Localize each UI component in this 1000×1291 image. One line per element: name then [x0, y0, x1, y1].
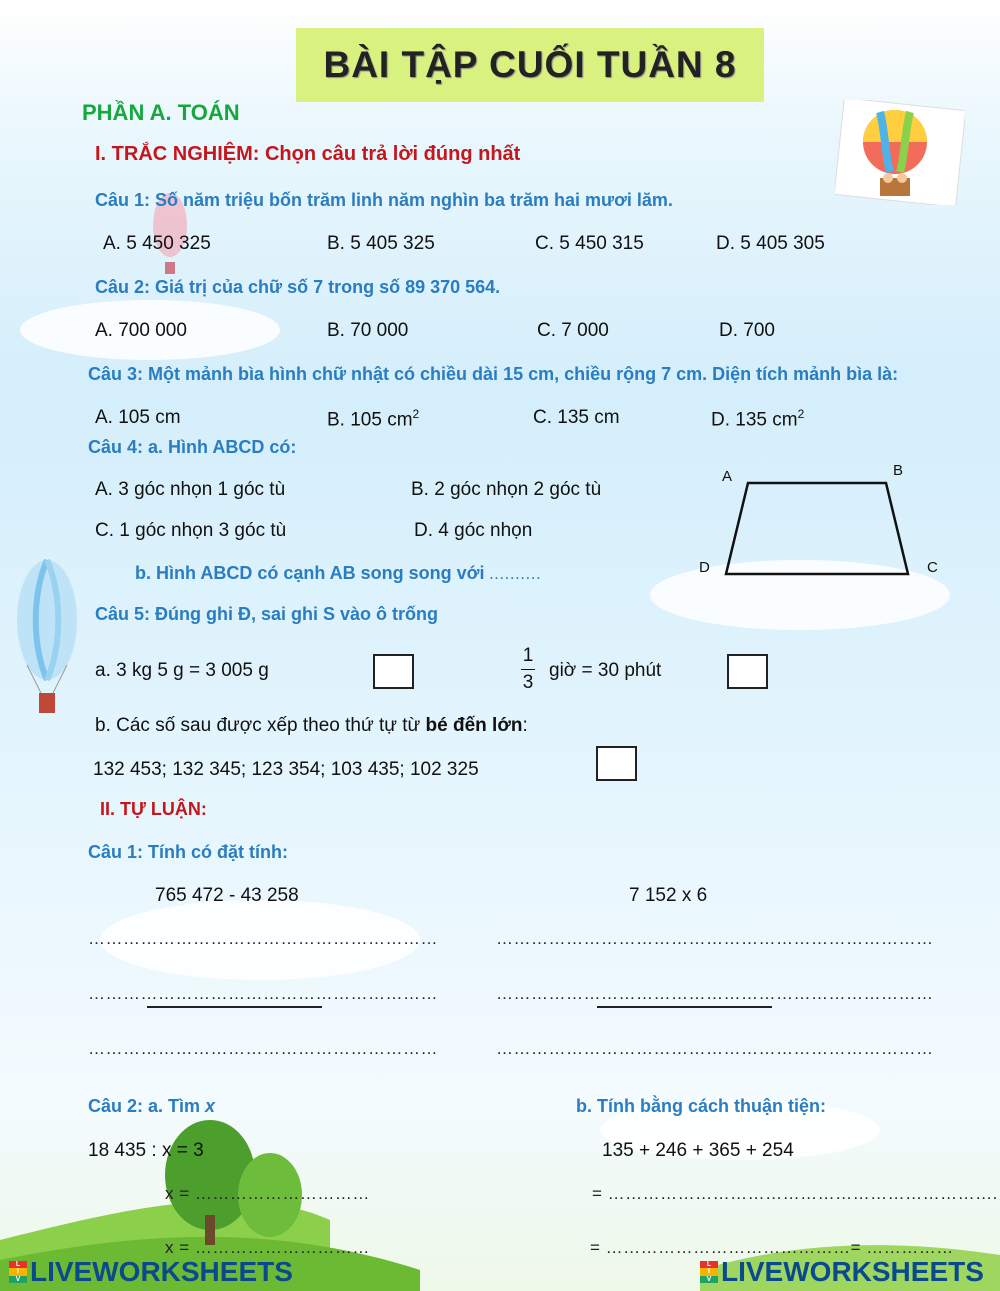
- q5b-number-list: 132 453; 132 345; 123 354; 103 435; 102 325: [93, 759, 479, 780]
- liveworksheets-logo-right: LIVEWORKSHEETS: [721, 1256, 984, 1287]
- question-5: Câu 5: Đúng ghi Đ, sai ghi S vào ô trống: [95, 604, 439, 624]
- work-line-left-2[interactable]: ……………………………………………………: [88, 984, 438, 1003]
- title-banner: [296, 28, 764, 102]
- work-line-right-2[interactable]: …………………………………………………………………: [496, 984, 934, 1003]
- work-line-left-1[interactable]: ……………………………………………………: [88, 929, 438, 948]
- q1-option-b[interactable]: B. 5 405 325: [327, 233, 435, 254]
- sum-answer-line-2[interactable]: = ……………………………………= ……………: [590, 1238, 954, 1257]
- question-3: Câu 3: Một mảnh bìa hình chữ nhật có chiều dài 15 cm, chiều rộng 7 cm. Diện tích mảnh bìa là:: [88, 364, 899, 384]
- q5a-statement-1: a. 3 kg 5 g = 3 005 g: [95, 660, 269, 681]
- essay-question-1: Câu 1: Tính có đặt tính:: [88, 842, 288, 862]
- vertex-label-c: C: [927, 559, 938, 576]
- q5a-statement-2: giờ = 30 phút: [549, 660, 662, 681]
- essay-question-2a: Câu 2: a. Tìm x: [88, 1096, 216, 1116]
- q1-option-c[interactable]: C. 5 450 315: [535, 233, 644, 254]
- liveworksheets-logo-icon: L I V: [9, 1261, 27, 1283]
- x-answer-line-1[interactable]: x = …………………………: [165, 1184, 370, 1203]
- q2-option-c[interactable]: C. 7 000: [537, 320, 609, 341]
- work-line-left-3[interactable]: ……………………………………………………: [88, 1039, 438, 1058]
- q2-option-b[interactable]: B. 70 000: [327, 320, 409, 341]
- q4-option-b[interactable]: B. 2 góc nhọn 2 góc tù: [411, 479, 602, 500]
- vertex-label-d: D: [699, 559, 710, 576]
- q2-option-a[interactable]: A. 700 000: [95, 320, 187, 341]
- fraction-one-third: 1 3: [522, 645, 534, 693]
- calculation-bar-right: [597, 1006, 772, 1008]
- sum-answer-line-1[interactable]: = ………………………………………………………….: [592, 1184, 998, 1203]
- balloon-left-illustration: [12, 555, 82, 755]
- question-2: Câu 2: Giá trị của chữ số 7 trong số 89 370 564.: [95, 277, 501, 297]
- q3-option-b[interactable]: B. 105 $cm^2$: [327, 407, 420, 431]
- q3-option-a[interactable]: A. 105 cm: [95, 407, 181, 428]
- part1-heading: I. TRẮC NGHIỆM: Chọn câu trả lời đúng nhất: [95, 143, 521, 165]
- sum-expression: 135 + 246 + 365 + 254: [602, 1140, 794, 1161]
- section-heading: PHẦN A. TOÁN: [82, 100, 240, 125]
- q5b-statement: b. Các số sau được xếp theo thứ tự từ bé đến lớn:: [95, 715, 528, 736]
- q3-option-c[interactable]: C. 135 cm: [533, 407, 620, 428]
- work-line-right-3[interactable]: …………………………………………………………………: [496, 1039, 934, 1058]
- liveworksheets-logo-left: LIVEWORKSHEETS: [30, 1256, 293, 1287]
- q5a-answer-box-2[interactable]: [727, 654, 768, 689]
- q3-option-d[interactable]: D. 135 $cm^2$: [711, 407, 805, 431]
- liveworksheets-logo-icon: L I V: [700, 1261, 718, 1283]
- hot-air-balloon-picture: [835, 100, 965, 205]
- q4-option-d[interactable]: D. 4 góc nhọn: [414, 520, 533, 541]
- find-x-equation: 18 435 : x = 3: [88, 1140, 204, 1161]
- q4-part-b: b. Hình ABCD có cạnh AB song song với ..........: [135, 563, 542, 583]
- subtraction-expression: 765 472 - 43 258: [155, 885, 299, 906]
- vertex-label-a: A: [722, 468, 733, 485]
- question-1: Câu 1: Số năm triệu bốn trăm linh năm nghìn ba trăm hai mươi lăm.: [95, 190, 673, 210]
- q2-option-d[interactable]: D. 700: [719, 320, 775, 341]
- q1-option-d[interactable]: D. 5 405 305: [716, 233, 825, 254]
- question-4: Câu 4: a. Hình ABCD có:: [88, 437, 297, 457]
- essay-question-2b: b. Tính bằng cách thuận tiện:: [576, 1096, 826, 1116]
- page-title: BÀI TẬP CUỐI TUẦN 8: [323, 44, 737, 85]
- q5b-answer-box[interactable]: [596, 746, 637, 781]
- q4-option-a[interactable]: A. 3 góc nhọn 1 góc tù: [95, 479, 286, 500]
- q4-answer-blank[interactable]: ..........: [488, 564, 542, 583]
- work-line-right-1[interactable]: …………………………………………………………………: [496, 929, 934, 948]
- q4-option-c[interactable]: C. 1 góc nhọn 3 góc tù: [95, 520, 287, 541]
- calculation-bar-left: [147, 1006, 322, 1008]
- x-answer-line-2[interactable]: x = …………………………: [165, 1238, 370, 1257]
- q5a-answer-box-1[interactable]: [373, 654, 414, 689]
- q1-option-a[interactable]: A. 5 450 325: [103, 233, 211, 254]
- multiplication-expression: 7 152 x 6: [629, 885, 708, 906]
- vertex-label-b: B: [893, 462, 904, 479]
- part2-heading: II. TỰ LUẬN:: [100, 799, 207, 819]
